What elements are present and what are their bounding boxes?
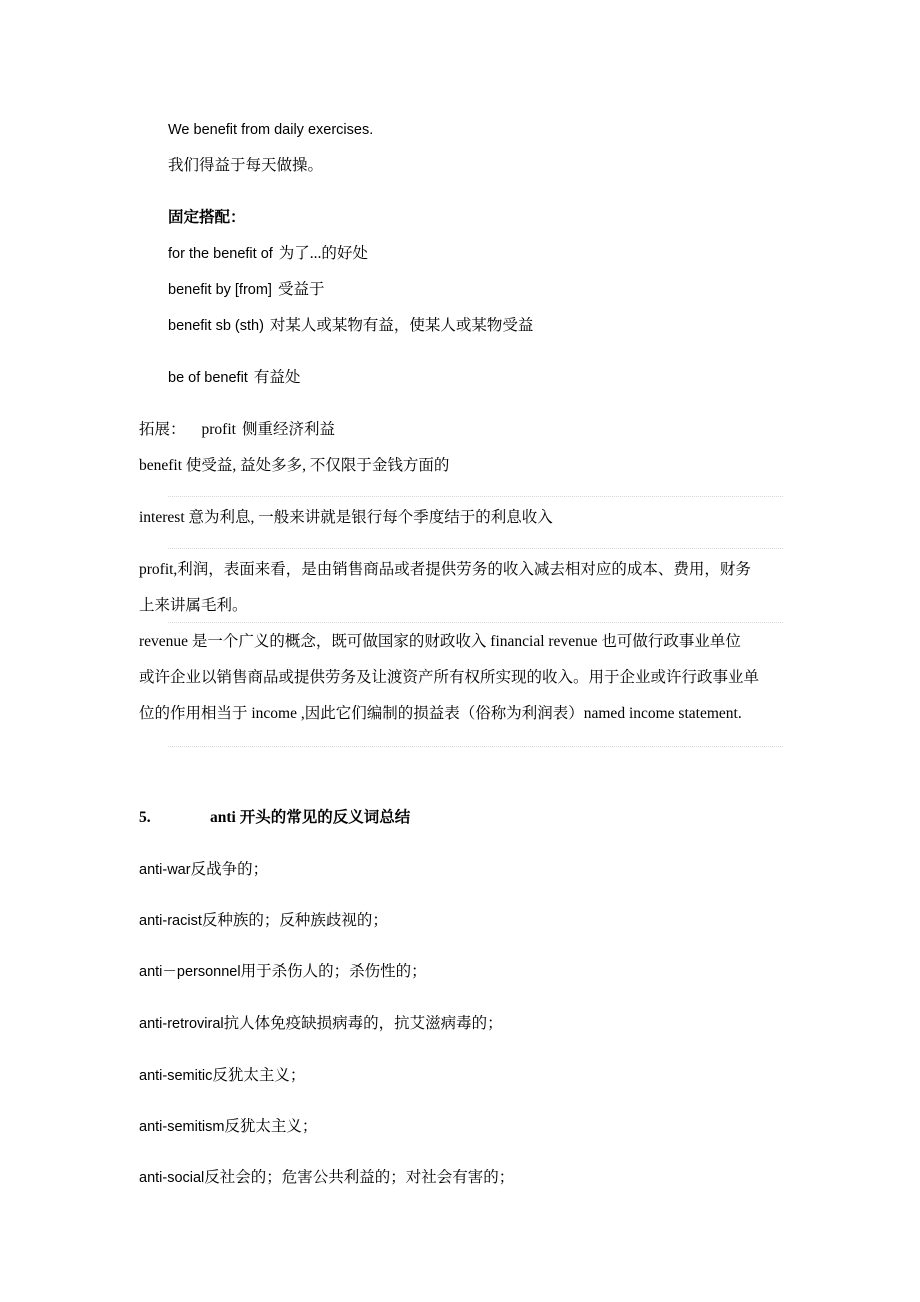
collocation-meaning: 受益于: [277, 281, 325, 298]
anti-word: anti-social: [139, 1170, 205, 1186]
anti-meaning: 反社会的；危害公共利益的；对社会有害的；: [204, 1169, 515, 1186]
anti-word: anti－personnel: [139, 964, 241, 980]
dotted-divider: [168, 622, 783, 623]
collocation-item: [168, 244, 368, 264]
anti-meaning: 反战争的；: [190, 861, 269, 878]
dotted-divider: [168, 496, 783, 497]
collocation-item: [168, 368, 300, 388]
interest-line: interest 意为利息, 一般来讲就是银行每个季度结于的利息收入: [139, 509, 553, 526]
benefit-line: benefit 使受益, 益处多多, 不仅限于金钱方面的: [139, 457, 450, 474]
section-number: 5.: [139, 809, 151, 826]
anti-meaning: 抗人体免疫缺损病毒的，抗艾滋病毒的；: [223, 1015, 503, 1032]
anti-word: anti-semitic: [139, 1068, 213, 1084]
collocation-meaning: 有益处: [253, 369, 301, 386]
collocation-item: [168, 280, 324, 300]
collocation-meaning: 为了...的好处: [278, 245, 368, 262]
section-title: anti 开头的常见的反义词总结: [210, 809, 411, 826]
anti-item: [139, 962, 427, 982]
anti-meaning: 用于杀伤人的；杀伤性的；: [240, 963, 427, 980]
anti-item: [139, 911, 388, 931]
anti-item: [139, 860, 268, 880]
profit-paragraph-line: profit,利润，表面来看，是由销售商品或者提供劳务的收入减去相对应的成本、费用，财务: [139, 561, 751, 578]
anti-item: [139, 1117, 317, 1137]
anti-word: anti-semitism: [139, 1119, 225, 1135]
profit-paragraph-line: 上来讲属毛利。: [139, 597, 248, 614]
collocation-item: [168, 316, 533, 336]
collocation-phrase: be of benefit: [168, 370, 248, 386]
collocation-phrase: for the benefit of: [168, 246, 273, 262]
collocation-meaning: 对某人或某物有益，使某人或某物受益: [269, 317, 534, 334]
anti-meaning: 反犹太主义；: [212, 1067, 306, 1084]
revenue-paragraph-line: 或许企业以销售商品或提供劳务及让渡资产所有权所实现的收入。用于企业或许行政事业单: [139, 669, 760, 686]
example-chinese: 我们得益于每天做操。: [168, 157, 324, 174]
revenue-paragraph-line: 位的作用相当于 income ,因此它们编制的损益表（俗称为利润表）named income statement.: [139, 705, 742, 722]
anti-item: [139, 1014, 503, 1034]
dotted-divider: [168, 746, 783, 747]
profit-word: profit: [201, 421, 236, 438]
collocation-heading: 固定搭配：: [168, 209, 246, 226]
dotted-divider: [168, 548, 783, 549]
anti-meaning: 反犹太主义；: [224, 1118, 318, 1135]
anti-word: anti-retroviral: [139, 1016, 224, 1032]
anti-word: anti-racist: [139, 913, 202, 929]
anti-item: [139, 1066, 305, 1086]
profit-desc: 侧重经济利益: [241, 421, 335, 438]
extension-profit-line: [139, 420, 335, 440]
revenue-paragraph-line: revenue 是一个广义的概念，既可做国家的财政收入 financial revenue 也可做行政事业单位: [139, 633, 741, 650]
extension-label: 拓展：: [139, 421, 186, 438]
anti-meaning: 反种族的；反种族歧视的；: [201, 912, 388, 929]
example-english: We benefit from daily exercises.: [168, 122, 374, 138]
collocation-phrase: benefit sb (sth): [168, 318, 264, 334]
anti-word: anti-war: [139, 862, 191, 878]
anti-item: [139, 1168, 514, 1188]
collocation-phrase: benefit by [from]: [168, 282, 272, 298]
